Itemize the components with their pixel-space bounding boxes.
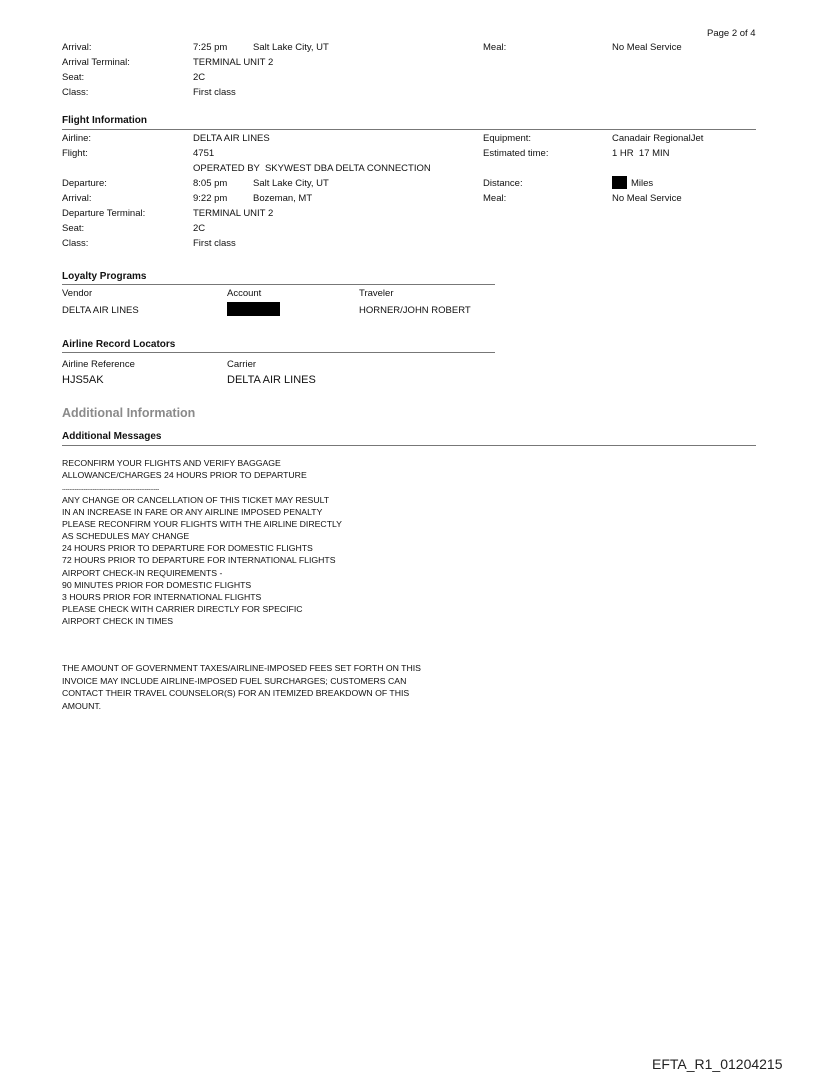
arrival-label: Arrival: <box>62 193 92 204</box>
class-value: First class <box>193 238 236 249</box>
message-line: 3 HOURS PRIOR FOR INTERNATIONAL FLIGHTS <box>62 591 262 602</box>
redaction-box <box>227 302 280 316</box>
vendor-value: DELTA AIR LINES <box>62 305 139 316</box>
meal-value: No Meal Service <box>612 42 682 53</box>
airline-value: DELTA AIR LINES <box>193 133 270 144</box>
departure-time: 8:05 pm <box>193 178 228 189</box>
seat-label: Seat: <box>62 72 85 83</box>
arrival-label: Arrival: <box>62 42 92 53</box>
arrival-terminal: TERMINAL UNIT 2 <box>193 57 274 68</box>
additional-information-title: Additional Information <box>62 406 196 420</box>
equipment-label: Equipment: <box>483 133 532 144</box>
section-divider <box>62 352 495 353</box>
message-line: THE AMOUNT OF GOVERNMENT TAXES/AIRLINE-IMPOSED FEES SET FORTH ON THIS <box>62 663 421 673</box>
page-number: Page 2 of 4 <box>707 28 756 39</box>
message-line: ANY CHANGE OR CANCELLATION OF THIS TICKET MAY RESULT <box>62 495 330 505</box>
message-line: AIRPORT CHECK-IN REQUIREMENTS - <box>62 567 223 578</box>
arrival-terminal-label: Arrival Terminal: <box>62 57 130 68</box>
departure-terminal-label: Departure Terminal: <box>62 208 146 219</box>
additional-messages-title: Additional Messages <box>62 431 162 442</box>
estimated-time-label: Estimated time: <box>483 148 549 159</box>
record-locators-title: Airline Record Locators <box>62 339 176 350</box>
class-label: Class: <box>62 87 89 98</box>
seat-label: Seat: <box>62 223 85 234</box>
arrival-time: 9:22 pm <box>193 193 228 204</box>
column-header-traveler: Traveler <box>359 288 394 299</box>
column-header-account: Account <box>227 288 262 299</box>
departure-terminal: TERMINAL UNIT 2 <box>193 208 274 219</box>
class-value: First class <box>193 87 236 98</box>
airline-reference-value: HJS5AK <box>62 374 104 386</box>
document-id: EFTA_R1_01204215 <box>652 1056 783 1072</box>
message-block-2 <box>62 494 342 627</box>
message-separator: ------------------------------------------------------ <box>62 487 160 493</box>
class-label: Class: <box>62 238 89 249</box>
message-line: AIRPORT CHECK IN TIMES <box>62 615 174 626</box>
seat-value: 2C <box>193 223 206 234</box>
message-line: AMOUNT. <box>62 700 102 711</box>
arrival-time: 7:25 pm <box>193 42 228 53</box>
arrival-city: Salt Lake City, UT <box>253 42 329 53</box>
message-line: PLEASE RECONFIRM YOUR FLIGHTS WITH THE AIRLINE DIRECTLY <box>62 519 342 530</box>
column-header-carrier: Carrier <box>227 359 257 370</box>
equipment-value: Canadair RegionalJet <box>612 133 704 144</box>
arrival-city: Bozeman, MT <box>253 193 313 204</box>
meal-value: No Meal Service <box>612 193 682 204</box>
message-line: AS SCHEDULES MAY CHANGE <box>62 531 190 542</box>
meal-label: Meal: <box>483 42 507 53</box>
meal-label: Meal: <box>483 193 507 204</box>
distance-unit: Miles <box>631 178 654 189</box>
message-line: ALLOWANCE/CHARGES 24 HOURS PRIOR TO DEPARTURE <box>62 470 307 481</box>
flight-number: 4751 <box>193 148 215 159</box>
message-line: IN AN INCREASE IN FARE OR ANY AIRLINE IMPOSED PENALTY <box>62 507 323 518</box>
message-line: 72 HOURS PRIOR TO DEPARTURE FOR INTERNATIONAL FLIGHTS <box>62 555 336 566</box>
message-block-3 <box>62 662 421 712</box>
departure-label: Departure: <box>62 178 107 189</box>
carrier-value: DELTA AIR LINES <box>227 374 316 386</box>
message-line: CONTACT THEIR TRAVEL COUNSELOR(S) FOR AN ITEMIZED BREAKDOWN OF THIS <box>62 688 410 698</box>
message-line: 90 MINUTES PRIOR FOR DOMESTIC FLIGHTS <box>62 579 252 590</box>
airline-label: Airline: <box>62 133 92 144</box>
seat-value: 2C <box>193 72 206 83</box>
column-header-airline-reference: Airline Reference <box>62 359 135 370</box>
section-divider <box>62 129 756 130</box>
section-divider <box>62 445 756 446</box>
flight-label: Flight: <box>62 148 88 159</box>
redaction-box <box>612 176 627 189</box>
message-line: INVOICE MAY INCLUDE AIRLINE-IMPOSED FUEL SURCHARGES; CUSTOMERS CAN <box>62 675 407 686</box>
distance-label: Distance: <box>483 178 523 189</box>
column-header-vendor: Vendor <box>62 288 93 299</box>
flight-information-title: Flight Information <box>62 115 147 126</box>
message-line: 24 HOURS PRIOR TO DEPARTURE FOR DOMESTIC FLIGHTS <box>62 543 313 554</box>
traveler-value: HORNER/JOHN ROBERT <box>359 305 471 316</box>
message-block-1 <box>62 457 307 481</box>
loyalty-programs-title: Loyalty Programs <box>62 271 147 282</box>
message-line: RECONFIRM YOUR FLIGHTS AND VERIFY BAGGAGE <box>62 458 281 468</box>
section-divider <box>62 284 495 285</box>
operated-by: OPERATED BY SKYWEST DBA DELTA CONNECTION <box>193 163 431 174</box>
estimated-time-value: 1 HR 17 MIN <box>612 148 670 159</box>
message-line: PLEASE CHECK WITH CARRIER DIRECTLY FOR SPECIFIC <box>62 603 303 614</box>
departure-city: Salt Lake City, UT <box>253 178 329 189</box>
